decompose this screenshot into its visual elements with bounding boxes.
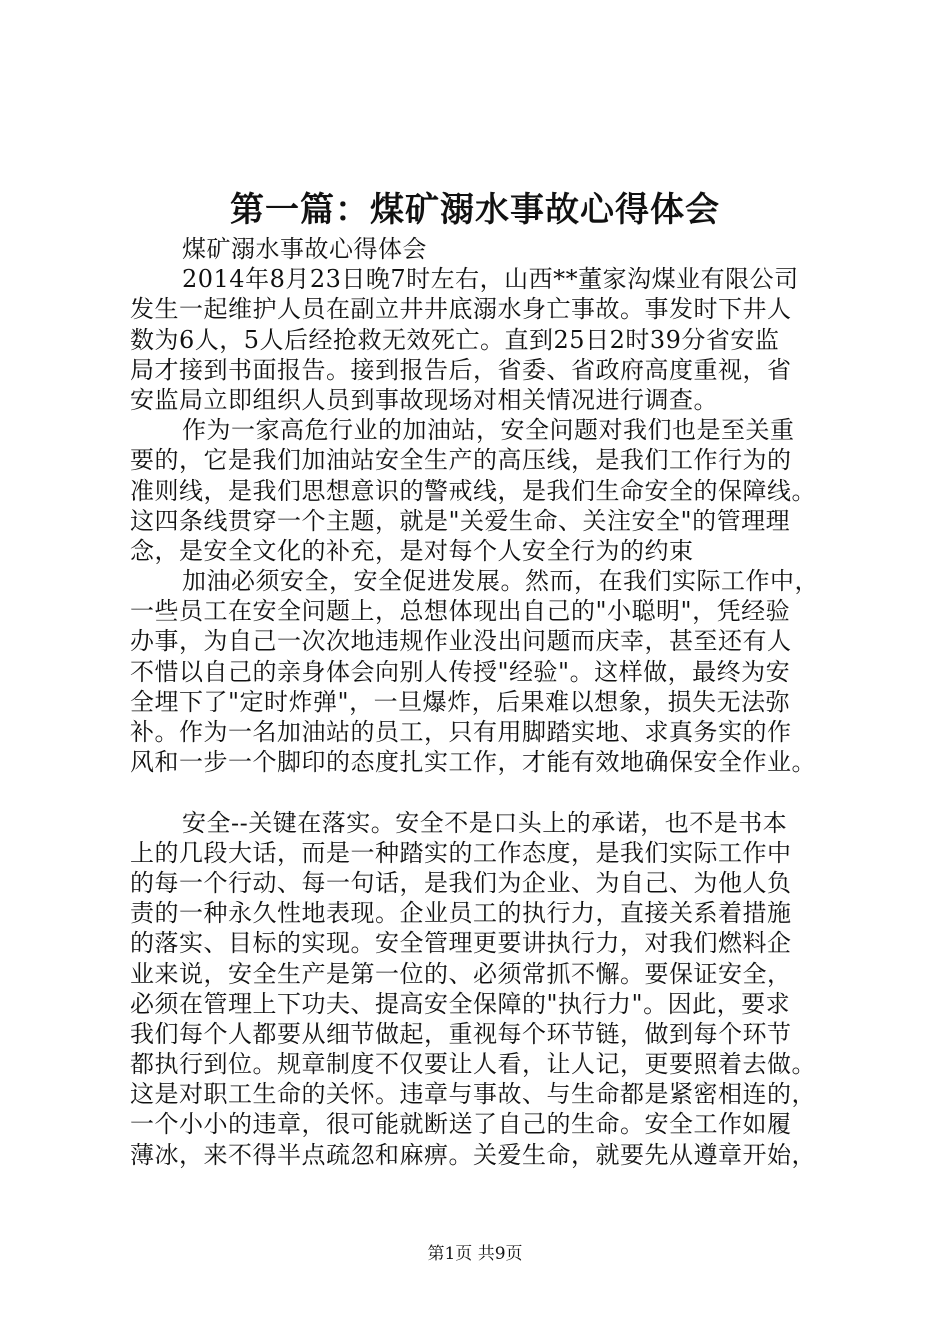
text-line: 局才接到书面报告。接到报告后，省委、省政府高度重视，省 bbox=[130, 355, 792, 384]
text-line: 都执行到位。规章制度不仅要让人看，让人记，更要照着去做。 bbox=[130, 1050, 816, 1079]
text-line: 安全--关键在落实。安全不是口头上的承诺，也不是书本 bbox=[182, 808, 788, 837]
text-line: 我们每个人都要从细节做起，重视每个环节链，做到每个环节 bbox=[130, 1019, 792, 1048]
text-line: 煤矿溺水事故心得体会 bbox=[182, 235, 427, 263]
text-line: 一些员工在安全问题上，总想体现出自己的"小聪明"，凭经验 bbox=[130, 597, 791, 626]
text-line: 作为一家高危行业的加油站，安全问题对我们也是至关重 bbox=[182, 416, 795, 445]
text-line: 的落实、目标的实现。安全管理更要讲执行力，对我们燃料企 bbox=[130, 929, 792, 958]
text-line: 准则线，是我们思想意识的警戒线，是我们生命安全的保障线。 bbox=[130, 476, 816, 505]
text-line: 必须在管理上下功夫、提高安全保障的"执行力"。因此，要求 bbox=[130, 989, 791, 1018]
text-line: 要的，它是我们加油站安全生产的高压线，是我们工作行为的 bbox=[130, 446, 792, 475]
text-line: 风和一步一个脚印的态度扎实工作，才能有效地确保安全作业。 bbox=[130, 748, 816, 777]
text-line: 这四条线贯穿一个主题，就是"关爱生命、关注安全"的管理理 bbox=[130, 506, 791, 535]
text-line: 2014年8月23日晚7时左右，山西**董家沟煤业有限公司 bbox=[182, 265, 799, 294]
text-line: 不惜以自己的亲身体会向别人传授"经验"。这样做，最终为安 bbox=[130, 657, 791, 686]
text-line: 数为6人，5人后经抢救无效死亡。直到25日2时39分省安监 bbox=[130, 325, 780, 354]
text-line: 全埋下了"定时炸弹"，一旦爆炸，后果难以想象，损失无法弥 bbox=[130, 687, 791, 716]
document-title: 第一篇：煤矿溺水事故心得体会 bbox=[230, 190, 720, 230]
text-line: 念，是安全文化的补充，是对每个人安全行为的约束 bbox=[130, 536, 694, 565]
text-line: 薄冰，来不得半点疏忽和麻痹。关爱生命，就要先从遵章开始， bbox=[130, 1140, 816, 1169]
text-line: 业来说，安全生产是第一位的、必须常抓不懈。要保证安全， bbox=[130, 959, 792, 988]
text-line: 发生一起维护人员在副立井井底溺水身亡事故。事发时下井人 bbox=[130, 295, 792, 324]
text-line: 一个小小的违章，很可能就断送了自己的生命。安全工作如履 bbox=[130, 1110, 792, 1139]
text-line: 这是对职工生命的关怀。违章与事故、与生命都是紧密相连的， bbox=[130, 1080, 816, 1109]
text-line: 办事，为自己一次次地违规作业没出问题而庆幸，甚至还有人 bbox=[130, 627, 792, 656]
text-line: 的每一个行动、每一句话，是我们为企业、为自己、为他人负 bbox=[130, 868, 792, 897]
text-line: 上的几段大话，而是一种踏实的工作态度，是我们实际工作中 bbox=[130, 838, 792, 867]
page-footer: 第1页 共9页 bbox=[427, 1244, 523, 1264]
text-line: 加油必须安全，安全促进发展。然而，在我们实际工作中， bbox=[182, 567, 819, 596]
text-line bbox=[130, 777, 830, 807]
document-body bbox=[130, 234, 830, 1170]
text-line: 安监局立即组织人员到事故现场对相关情况进行调查。 bbox=[130, 385, 718, 414]
text-line: 责的一种永久性地表现。企业员工的执行力，直接关系着措施 bbox=[130, 899, 792, 928]
text-line: 补。作为一名加油站的员工，只有用脚踏实地、求真务实的作 bbox=[130, 718, 792, 746]
